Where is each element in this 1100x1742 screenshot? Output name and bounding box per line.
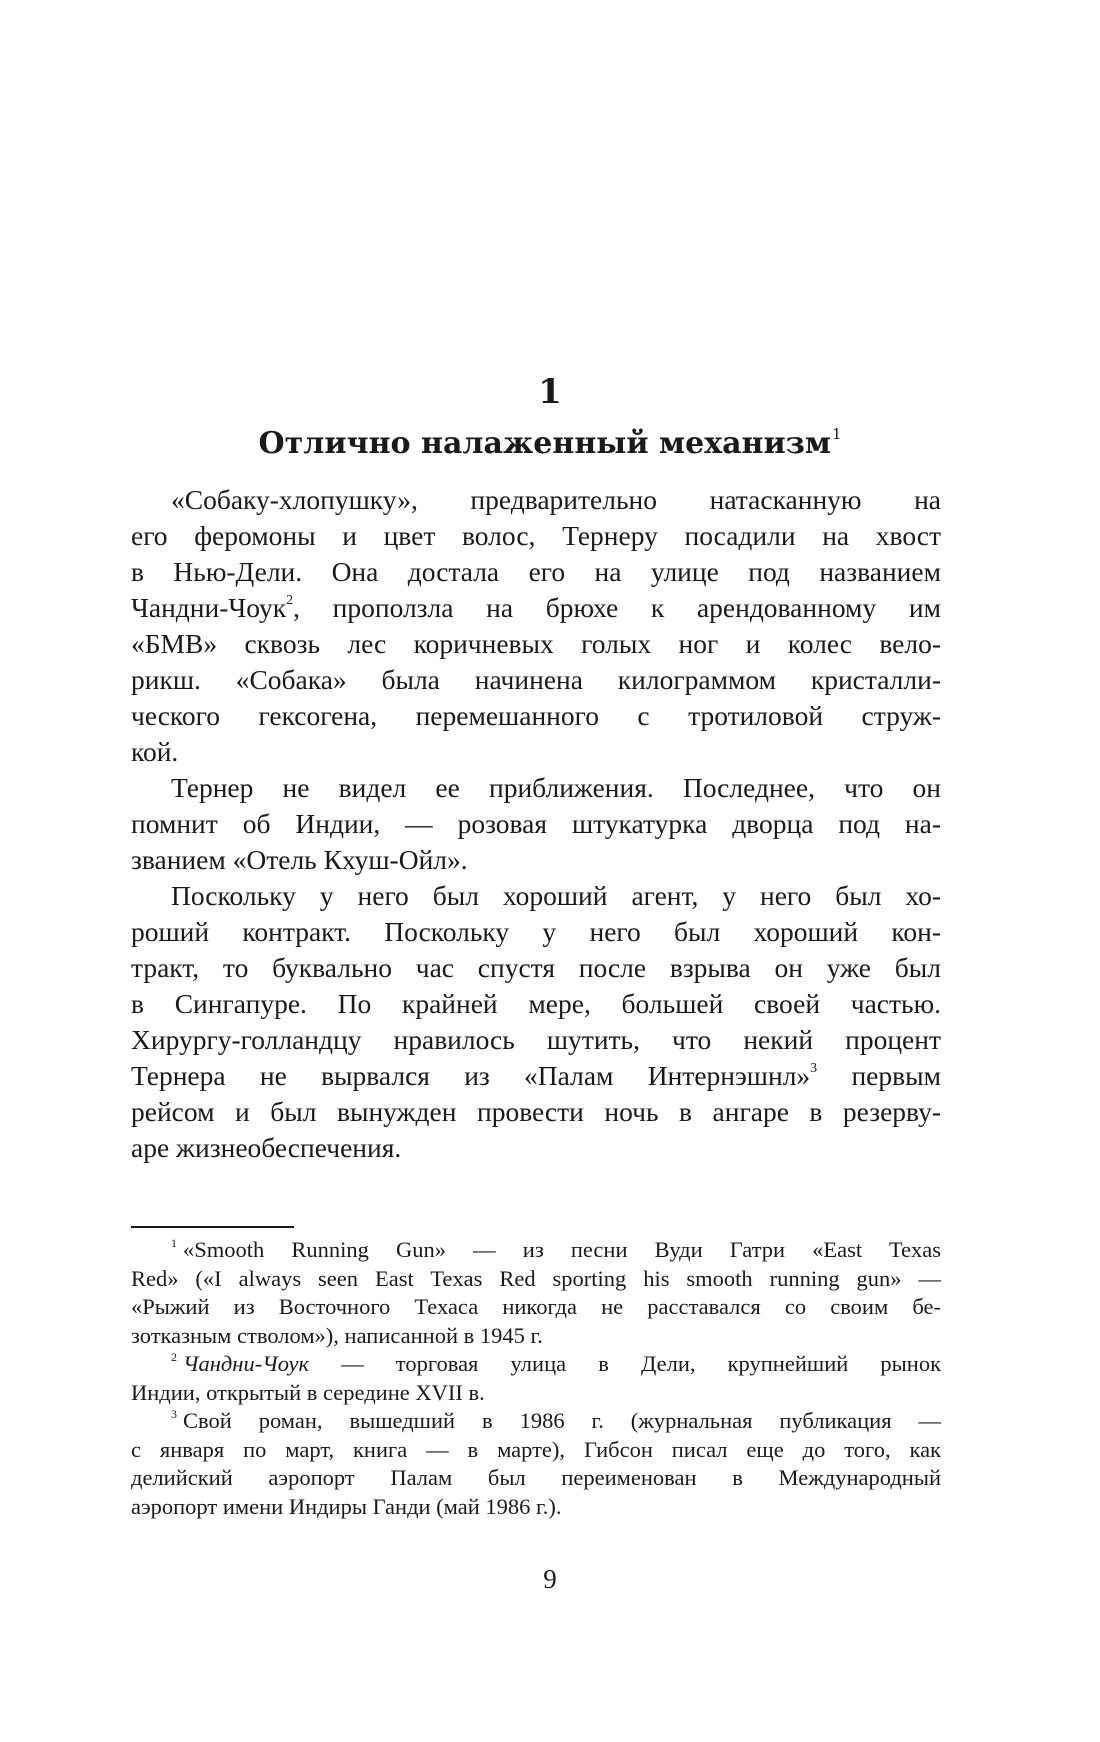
footnote-marker: 1 — [171, 1236, 177, 1250]
footnote-line: «Рыжий из Восточного Техаса никогда не расставался со своим бе- — [131, 1294, 941, 1319]
footnote-ref-3[interactable]: 3 — [810, 1061, 818, 1076]
body-line: роший контракт. Поскольку у него был хороший кон- — [131, 916, 941, 947]
footnote-separator — [131, 1226, 294, 1228]
footnote-ref-1[interactable]: 1 — [831, 425, 842, 443]
body-line: кой. — [131, 736, 179, 767]
body-line — [131, 1058, 941, 1094]
body-line — [131, 590, 941, 626]
body-line: тракт, то буквально час спустя после взрыва он уже был — [131, 952, 941, 983]
footnote-2 — [131, 1350, 941, 1407]
footnote-line: аэропорт имени Индиры Ганди (май 1986 г.). — [131, 1493, 562, 1519]
footnote-marker: 2 — [171, 1350, 177, 1364]
footnote-ref-2[interactable]: 2 — [286, 593, 294, 608]
body-line: помнит об Индии, — розовая штукатурка дворца под на- — [131, 808, 941, 839]
body-line: рейсом и был вынужден провести ночь в ангаре в резерву- — [131, 1096, 941, 1127]
footnote-1 — [131, 1236, 941, 1350]
body-line: званием «Отель Кхуш-Ойл». — [131, 844, 468, 875]
body-line: аре жизнеобеспечения. — [131, 1132, 402, 1163]
footnote-text: «Smooth Running Gun» — из песни Вуди Гатри «East Texas — [183, 1237, 941, 1262]
body-text-fragment: Тернера не вырвался из «Палам Интернэшнл» — [131, 1060, 811, 1091]
body-line: его феромоны и цвет волос, Тернеру посадили на хвост — [131, 520, 941, 551]
footnote-line — [131, 1350, 941, 1379]
footnotes — [131, 1236, 941, 1521]
chapter-number: 1 — [538, 372, 562, 412]
footnote-line: с января по март, книга — в марте), Гибсон писал еще до того, как — [131, 1436, 941, 1462]
footnote-text: — торговая улица в Дели, крупнейший рынок — [309, 1351, 941, 1376]
body-text-fragment: первым — [817, 1060, 941, 1091]
body-line: рикш. «Собака» была начинена килограммом кристалли- — [131, 664, 941, 695]
footnote-line: Индии, открытый в середине XVII в. — [131, 1379, 485, 1405]
body-line: Поскольку у него был хороший агент, у него был хо- — [171, 880, 941, 911]
body-text-fragment: Чандни-Чоук — [131, 592, 287, 623]
page-number: 9 — [543, 1564, 557, 1594]
body-line: Тернер не видел ее приближения. Последнее, что он — [171, 772, 941, 803]
chapter-body — [131, 482, 941, 1166]
footnote-line: делийский аэропорт Палам был переименован в Международный — [131, 1465, 941, 1490]
footnote-line — [131, 1236, 941, 1265]
chapter-title-text: Отлично налаженный механизм — [258, 426, 831, 461]
footnote-line: Red» («I always seen East Texas Red sporting his smooth running gun» — — [131, 1265, 941, 1291]
footnote-marker: 3 — [171, 1407, 177, 1421]
footnote-term: Чандни-Чоук — [183, 1351, 310, 1376]
body-line: в Сингапуре. По крайней мере, большей своей частью. — [131, 988, 941, 1019]
body-line: ческого гексогена, перемешанного с тротиловой струж- — [131, 700, 941, 731]
body-line: «Собаку-хлопушку», предварительно натасканную на — [171, 484, 941, 515]
body-line: в Нью-Дели. Она достала его на улице под названием — [131, 556, 941, 587]
footnote-line: зотказным стволом»), написанной в 1945 г. — [131, 1322, 543, 1348]
chapter-title — [0, 412, 1100, 466]
body-text-fragment: , проползла на брюхе к арендованному им — [293, 592, 941, 623]
footnote-text: Свой роман, вышедший в 1986 г. (журнальная публикация — — [183, 1408, 941, 1433]
footnote-line — [131, 1407, 941, 1436]
body-line: Хирургу-голландцу нравилось шутить, что некий процент — [131, 1024, 941, 1055]
footnote-3 — [131, 1407, 941, 1521]
body-line: «БМВ» сквозь лес коричневых голых ног и колес вело- — [131, 628, 941, 659]
